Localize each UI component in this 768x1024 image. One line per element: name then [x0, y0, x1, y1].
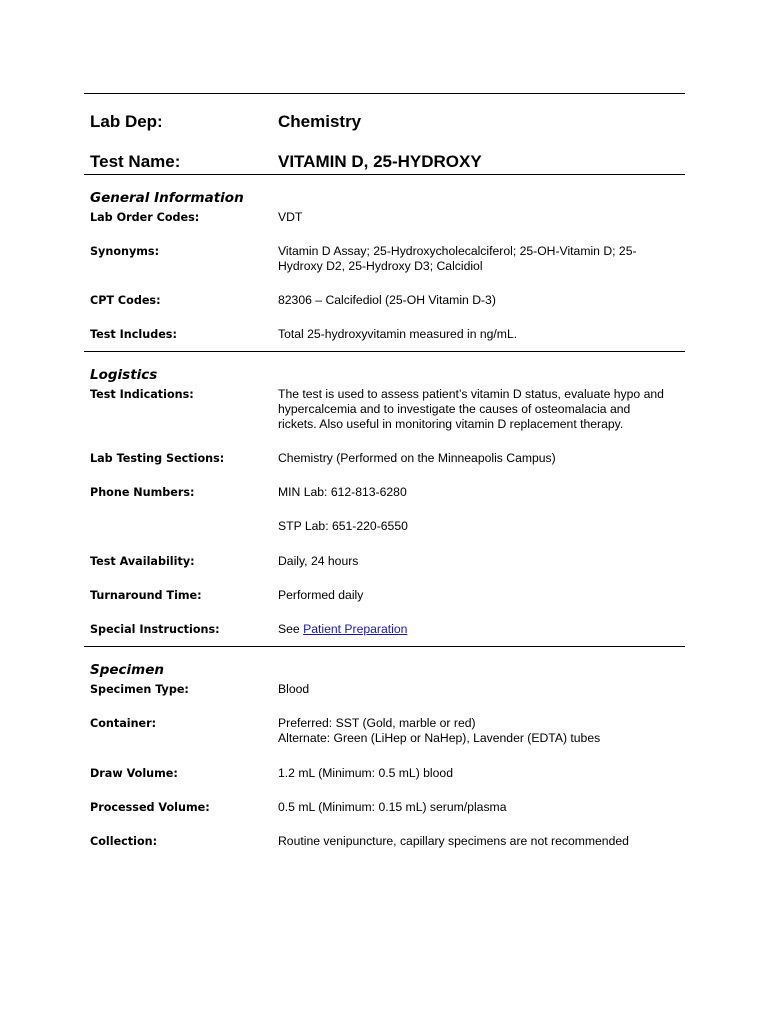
field-label: Processed Volume: — [90, 801, 210, 814]
field-row — [84, 451, 685, 485]
field-value — [278, 834, 682, 849]
field-value — [278, 682, 682, 697]
field-value-line: 1.2 mL (Minimum: 0.5 mL) blood — [278, 766, 453, 780]
field-label: Specimen Type: — [90, 683, 189, 696]
field-label: CPT Codes: — [90, 294, 161, 307]
field-value — [278, 210, 682, 225]
section-title-general: General Information — [90, 190, 244, 206]
field-value — [278, 716, 682, 746]
field-row — [84, 554, 685, 588]
field-row — [84, 682, 685, 716]
field-value — [278, 588, 682, 603]
field-row — [84, 519, 685, 554]
field-label: Collection: — [90, 835, 158, 848]
section-title-logistics: Logistics — [90, 367, 158, 383]
test-name-label: Test Name: — [90, 152, 181, 171]
specimen-section — [84, 682, 685, 868]
special-instructions-row — [84, 622, 685, 646]
field-label: Test Availability: — [90, 555, 195, 568]
field-label: Phone Numbers: — [90, 486, 195, 499]
field-value — [278, 485, 682, 500]
section-title-specimen: Specimen — [90, 662, 165, 678]
field-value — [278, 387, 682, 432]
field-value-line: 82306 – Calcifediol (25-OH Vitamin D-3) — [278, 293, 496, 307]
field-label: Container: — [90, 717, 157, 730]
see-text: See — [278, 622, 304, 636]
test-info-document — [84, 93, 685, 868]
field-label: Lab Testing Sections: — [90, 452, 225, 465]
field-value — [278, 244, 682, 274]
field-row — [84, 716, 685, 766]
field-row — [84, 327, 685, 351]
field-value-line: Vitamin D Assay; 25-Hydroxycholecalciferol; 25-OH-Vitamin D; 25- — [278, 244, 637, 258]
field-value-line: Chemistry (Performed on the Minneapolis Campus) — [278, 451, 556, 465]
patient-preparation-link[interactable]: Patient Preparation — [303, 622, 408, 636]
field-value-line: rickets. Also useful in monitoring vitamin D replacement therapy. — [278, 417, 624, 431]
field-row — [84, 834, 685, 868]
lab-dep-label: Lab Dep: — [90, 112, 163, 131]
field-row — [84, 766, 685, 800]
field-value — [278, 327, 682, 342]
field-value-line: Performed daily — [278, 588, 364, 602]
field-value-line: Preferred: SST (Gold, marble or red) — [278, 716, 476, 730]
field-label: Test Includes: — [90, 328, 177, 341]
field-value-line: hypercalcemia and to investigate the causes of osteomalacia and — [278, 402, 631, 416]
field-value — [278, 766, 682, 781]
logistics-section — [84, 387, 685, 622]
field-value-line: Total 25-hydroxyvitamin measured in ng/mL. — [278, 327, 518, 341]
field-row — [84, 210, 685, 244]
general-info-section — [84, 210, 685, 351]
field-value-line: Routine venipuncture, capillary specimens are not recommended — [278, 834, 629, 848]
field-row — [84, 800, 685, 834]
field-label: Lab Order Codes: — [90, 211, 200, 224]
field-row — [84, 293, 685, 327]
field-label: Turnaround Time: — [90, 589, 202, 602]
test-name-value: VITAMIN D, 25-HYDROXY — [278, 152, 482, 171]
field-value — [278, 800, 682, 815]
field-row — [84, 588, 685, 622]
field-value — [278, 519, 682, 534]
field-value — [278, 622, 682, 637]
field-row — [84, 485, 685, 519]
field-value-line: The test is used to assess patient’s vitamin D status, evaluate hypo and — [278, 387, 664, 401]
field-value-line: STP Lab: 651-220-6550 — [278, 519, 408, 533]
lab-dep-row — [84, 112, 685, 152]
field-value — [278, 554, 682, 569]
field-row — [84, 244, 685, 293]
lab-dep-value: Chemistry — [278, 112, 362, 131]
field-label: Draw Volume: — [90, 767, 178, 780]
field-value — [278, 293, 682, 308]
field-row — [84, 387, 685, 451]
field-label: Synonyms: — [90, 245, 160, 258]
field-label: Special Instructions: — [90, 623, 220, 636]
field-value-line: 0.5 mL (Minimum: 0.15 mL) serum/plasma — [278, 800, 507, 814]
field-value-line: MIN Lab: 612-813-6280 — [278, 485, 407, 499]
test-name-row — [84, 152, 685, 174]
field-value-line: Blood — [278, 682, 310, 696]
field-value-line: Daily, 24 hours — [278, 554, 359, 568]
field-label: Test Indications: — [90, 388, 194, 401]
field-value — [278, 451, 682, 466]
field-value-line: VDT — [278, 210, 303, 224]
field-value-line: Alternate: Green (LiHep or NaHep), Lavender (EDTA) tubes — [278, 731, 601, 745]
field-value-line: Hydroxy D2, 25-Hydroxy D3; Calcidiol — [278, 259, 483, 273]
